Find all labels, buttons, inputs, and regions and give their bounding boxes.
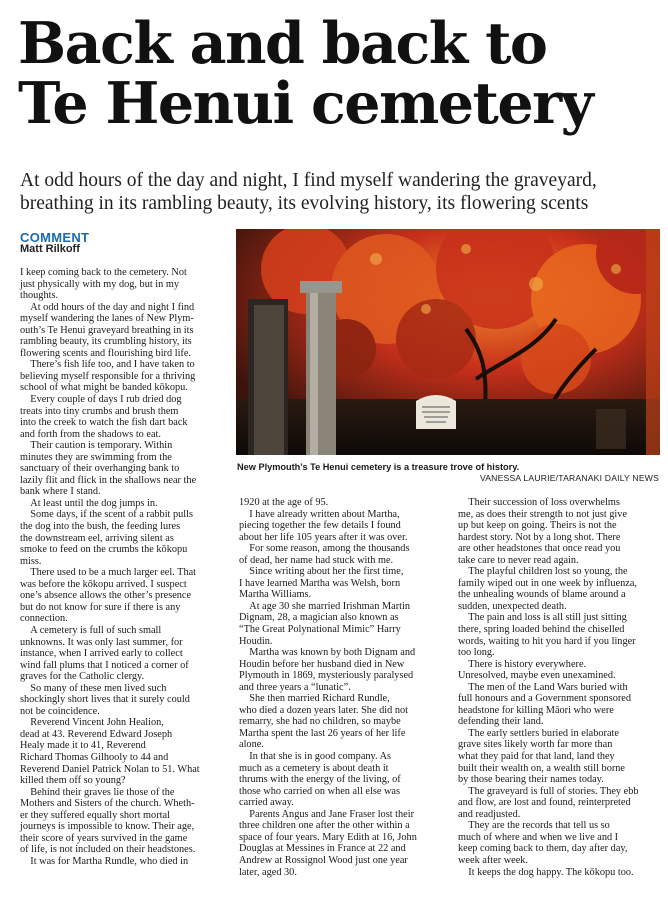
article-paragraph: [239, 566, 449, 601]
article-line: the unhealing wounds of blame around a: [458, 589, 626, 601]
article-line: rambling beauty, its crumbling history, its: [20, 336, 192, 348]
headstone-column: [300, 281, 342, 455]
headline: [18, 10, 668, 137]
article-line: what they paid for that land, land they: [458, 751, 615, 763]
article-paragraph: [20, 567, 228, 625]
article-paragraph: [239, 509, 449, 544]
article-line: At odd hours of the day and night I find: [20, 301, 195, 313]
article-line: built their wealth on, a wealth still borne: [458, 762, 625, 774]
article-line: She then married Richard Rundle,: [239, 693, 390, 705]
article-line: family wiped out in one week by influenza,: [458, 577, 637, 589]
article-paragraph: [20, 856, 228, 868]
article-line: graves for the Catholic clergy.: [20, 671, 145, 683]
article-line: er they suffered equally short mortal: [20, 809, 170, 821]
article-line: defending their land.: [458, 716, 544, 728]
article-line: into the creek to watch the fish dart back: [20, 417, 188, 429]
article-line: shockingly short lives that it surely could: [20, 694, 190, 706]
article-line: Some days, if the scent of a rabbit pulls: [20, 509, 194, 521]
article-paragraph: [239, 693, 449, 751]
article-line: full honours and a Government sponsored: [458, 693, 632, 705]
section-kicker: COMMENT: [20, 230, 90, 245]
article-line: space of four years. Mary Edith at 16, John: [239, 831, 417, 843]
caption-text: New Plymouth’s Te Henui cemetery is a treasure trove of history.: [237, 462, 520, 472]
article-paragraph: [20, 267, 228, 302]
article-line: the downstream eel, arriving silent as: [20, 532, 174, 544]
article-line: was before the kōkopu arrived. I suspect: [20, 578, 187, 590]
article-paragraph: [20, 359, 228, 394]
article-line: So many of these men lived such: [20, 682, 167, 694]
article-line: It keeps the dog happy. The kōkopu too.: [458, 866, 634, 878]
article-line: three children one after the other within a: [239, 820, 410, 832]
article-line: thrums with the energy of the living, of: [239, 774, 401, 786]
article-line: There’s fish life too, and I have taken to: [20, 359, 195, 371]
article-line: A cemetery is full of such small: [20, 624, 162, 636]
article-line: Behind their graves lie those of the: [20, 786, 175, 798]
article-line: instance, when I arrived early to collect: [20, 648, 183, 660]
article-paragraph: [458, 728, 663, 786]
article-paragraph: [458, 659, 663, 682]
article-line: At age 30 she married Irishman Martin: [239, 600, 410, 612]
article-line: Houdin before her husband died in New: [239, 658, 405, 670]
article-line: up but keep on going. Theirs is not the: [458, 520, 617, 532]
article-line: I keep coming back to the cemetery. Not: [20, 267, 187, 278]
article-line: and readjusted.: [458, 808, 521, 820]
article-line: There is history everywhere.: [458, 658, 587, 670]
article-line: grave sites likely worth far more than: [458, 739, 613, 751]
article-line: words, waiting to hit you hard if you linger: [458, 635, 636, 647]
article-paragraph: [458, 682, 663, 728]
article-line: and flow, are lost and found, reinterpreted: [458, 797, 631, 809]
article-line: Mothers and Sisters of the church. Wheth-: [20, 798, 195, 810]
article-line: but do not know for sure if there is any: [20, 601, 181, 613]
article-line: The men of the Land Wars buried with: [458, 681, 628, 693]
article-line: and three years a “lunatic”.: [239, 681, 351, 693]
article-line: journeys is impossible to know. Their age,: [20, 821, 195, 833]
article-paragraph: [239, 543, 449, 566]
article-line: school of what might be banded kōkopu.: [20, 382, 188, 394]
article-line: about her life 105 years after it was over.: [239, 531, 408, 543]
article-line: week after week.: [458, 854, 529, 866]
article-line: killed them off so young?: [20, 775, 126, 787]
article-line: by those bearing their names today.: [458, 774, 604, 786]
article-paragraph: [239, 751, 449, 809]
byline: Matt Rilkoff: [20, 243, 80, 255]
article-line: later, aged 30.: [239, 866, 297, 878]
article-line: Andrew at Rossignol Wood just one year: [239, 854, 408, 866]
article-paragraph: [20, 394, 228, 440]
article-line: Martha Williams.: [239, 589, 312, 601]
article-line: Martha was known by both Dignam and: [239, 647, 416, 659]
article-line: The pain and loss is all still just sitting: [458, 612, 627, 624]
article-paragraph: [458, 566, 663, 612]
article-line: hardest story. Not by a long shot. There: [458, 531, 621, 543]
article-paragraph: [20, 509, 228, 567]
cemetery-photo: [236, 229, 660, 455]
article-line: thoughts.: [20, 290, 59, 302]
standfirst: [20, 169, 660, 215]
article-paragraph: [458, 867, 663, 879]
article-line: one’s absence allows the other’s presence: [20, 590, 192, 602]
article-line: myself wandering the lanes of New Plym-: [20, 313, 194, 325]
article-paragraph: [458, 497, 663, 566]
article-paragraph: [20, 625, 228, 683]
article-line: piecing together the few details I found: [239, 520, 401, 532]
article-line: bank where I stand.: [20, 486, 101, 498]
article-paragraph: [458, 820, 663, 866]
article-line: are other headstones that once read you: [458, 543, 621, 555]
article-line: too long.: [458, 647, 495, 659]
photo-caption: [237, 462, 659, 484]
article-line: Houdin.: [239, 635, 273, 647]
article-paragraph: [20, 440, 228, 498]
headstone-left: [248, 299, 288, 455]
article-line: There used to be a much larger eel. That: [20, 567, 197, 579]
article-line: not be coincidence.: [20, 705, 100, 717]
article-line: lazily flit and flick in the shallows near the: [20, 474, 197, 486]
article-line: I have learned Martha was Welsh, born: [239, 577, 401, 589]
article-paragraph: [239, 497, 449, 509]
standfirst-line: breathing in its rambling beauty, its evolving history, its flowering scents: [20, 193, 589, 214]
article-column-3: [458, 497, 663, 878]
article-line: Their succession of loss overwhelms: [458, 497, 620, 508]
headline-line: Back and back to: [18, 10, 547, 77]
article-line: Every couple of days I rub dried dog: [20, 394, 182, 406]
headline-line: Te Henui cemetery: [18, 70, 593, 137]
article-line: of life, is not included on their headstones.: [20, 844, 196, 856]
article-line: and forth from the shadows to eat.: [20, 428, 161, 440]
article-line: Reverend Vincent John Healion,: [20, 717, 164, 729]
article-line: wind fall plums that I noticed a corner of: [20, 659, 189, 671]
article-line: outh’s Te Henui graveyard breathing in its: [20, 324, 194, 336]
article-line: headstone for killing Māori who were: [458, 704, 614, 716]
article-paragraph: [20, 717, 228, 786]
article-line: remarry, she had no children, so maybe: [239, 716, 401, 728]
article-line: It was for Martha Rundle, who died in: [20, 855, 189, 867]
article-line: Since writing about her the first time,: [239, 566, 404, 578]
article-line: For some reason, among the thousands: [239, 543, 410, 555]
article-paragraph: [20, 787, 228, 856]
article-line: alone.: [239, 739, 264, 751]
article-line: of dead, her name had stuck with me.: [239, 554, 394, 566]
photo-credit: VANESSA LAURIE/TARANAKI DAILY NEWS: [479, 473, 659, 483]
standfirst-line: At odd hours of the day and night, I find myself wandering the graveyard,: [20, 170, 597, 191]
headstone-center: [416, 395, 456, 429]
article-line: take care to never read again.: [458, 554, 579, 566]
article-line: At least until the dog jumps in.: [20, 497, 158, 509]
article-line: “The Great Polynational Mimic” Harry: [239, 624, 401, 636]
article-line: smoke to feed on the crumbs the kōkopu: [20, 544, 188, 556]
article-paragraph: [458, 786, 663, 821]
article-line: who died a dozen years later. She did not: [239, 704, 408, 716]
article-line: flowering scents and flourishing bird life.: [20, 347, 192, 359]
article-paragraph: [458, 612, 663, 658]
article-line: believing myself responsible for a thriving: [20, 370, 196, 382]
article-line: sanctuary of their overhanging bank to: [20, 463, 180, 475]
article-column-2: [239, 497, 449, 878]
article-line: treats into tiny crumbs and brush them: [20, 405, 179, 417]
article-line: carried away.: [239, 797, 294, 809]
article-line: Richard Thomas Gilhooly to 44 and: [20, 751, 169, 763]
article-paragraph: [20, 498, 228, 510]
article-line: I have already written about Martha,: [239, 508, 400, 520]
article-line: much of where and when we live and I: [458, 831, 619, 843]
article-line: The early settlers buried in elaborate: [458, 727, 619, 739]
article-line: In that she is in good company. As: [239, 751, 392, 763]
article-line: Douglas at Messines in France at 22 and: [239, 843, 406, 855]
article-line: They are the records that tell us so: [458, 820, 610, 832]
article-line: just physically with my dog, but in my: [20, 278, 180, 290]
article-line: Reverend Daniel Patrick Nolan to 51. What: [20, 763, 200, 775]
article-line: minutes they are swimming from the: [20, 451, 172, 463]
article-line: Plymouth in 1869, mysteriously paralysed: [239, 670, 414, 682]
article-line: keep coming back to them, day after day,: [458, 843, 628, 855]
article-line: The graveyard is full of stories. They ebb: [458, 785, 639, 797]
article-line: the dog into the bush, the feeding lures: [20, 521, 181, 533]
article-line: Their caution is temporary. Within: [20, 440, 173, 452]
article-line: their score of years survived in the game: [20, 832, 188, 844]
article-line: Parents Angus and Jane Fraser lost their: [239, 808, 415, 820]
article-line: Unresolved, maybe even unexamined.: [458, 670, 616, 682]
article-line: there, spring loaded behind the chiselled: [458, 624, 625, 636]
article-paragraph: [20, 302, 228, 360]
article-line: those who carried on when all else was: [239, 785, 400, 797]
article-line: me, as does their strength to not just give: [458, 508, 628, 520]
article-paragraph: [239, 809, 449, 878]
article-line: Healy made it to 41, Reverend: [20, 740, 146, 752]
article-paragraph: [239, 601, 449, 647]
article-line: connection.: [20, 613, 68, 625]
article-paragraph: [239, 647, 449, 693]
article-line: Martha spent the last 26 years of her life: [239, 727, 406, 739]
cemetery-photo-image: [236, 229, 660, 455]
article-line: much as a cemetery is about death it: [239, 762, 389, 774]
article-line: The playful children lost so young, the: [458, 566, 628, 578]
article-line: miss.: [20, 555, 42, 567]
article-paragraph: [20, 683, 228, 718]
article-line: unknowns. It was only last summer, for: [20, 636, 183, 648]
article-line: Dignam, 28, a magician also known as: [239, 612, 399, 624]
article-line: dead at 43. Reverend Edward Joseph: [20, 728, 173, 740]
article-column-1: [20, 267, 228, 867]
article-line: 1920 at the age of 95.: [239, 497, 329, 508]
article-line: sudden, unexpected death.: [458, 600, 567, 612]
